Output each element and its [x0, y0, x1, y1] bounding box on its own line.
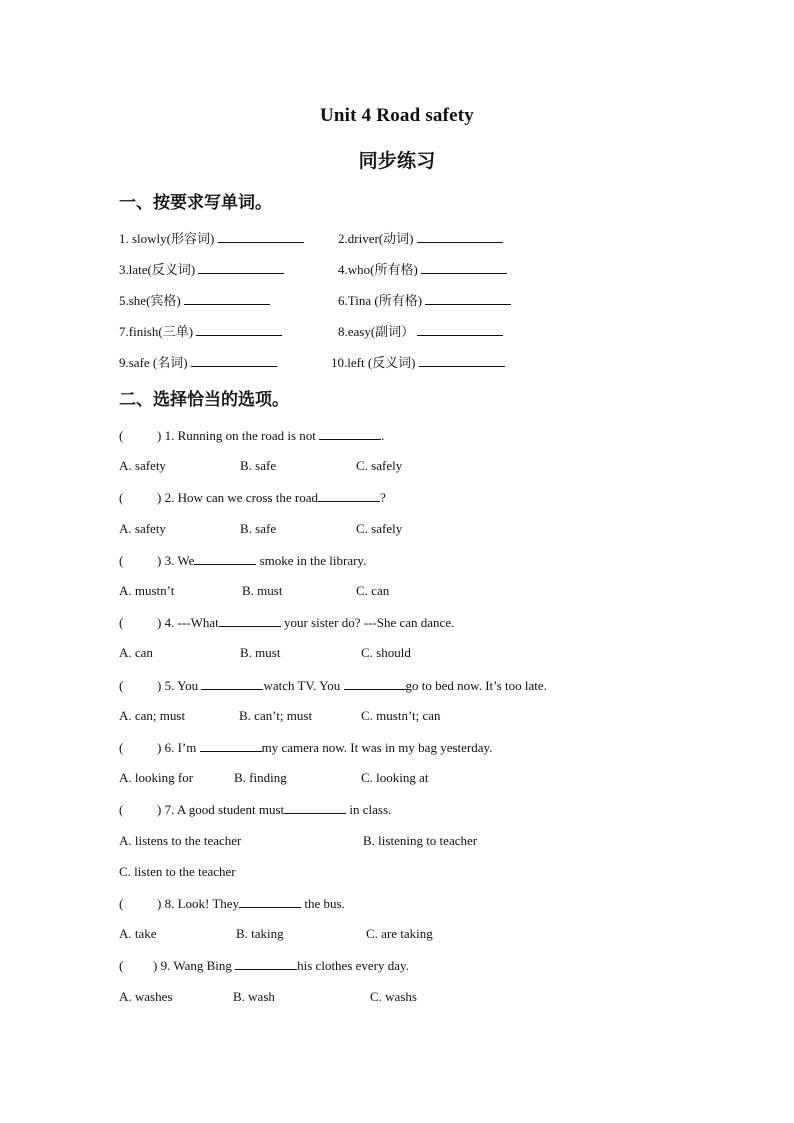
section-2-heading: 二、选择恰当的选项。: [119, 390, 289, 409]
option-4b: B. must: [240, 645, 281, 660]
option-6a: A. looking for: [119, 770, 194, 785]
answer-blank[interactable]: [200, 738, 262, 752]
question-4: ( ) 4. ---What your sister do? ---She can dance.: [119, 615, 455, 630]
answer-blank[interactable]: [425, 291, 511, 305]
answer-blank[interactable]: [344, 676, 406, 690]
option-9c: C. washs: [370, 989, 417, 1004]
option-9b: B. wash: [233, 989, 275, 1004]
option-3c: C. can: [356, 583, 390, 598]
question-3: ( ) 3. We smoke in the library.: [119, 553, 367, 568]
option-4a: A. can: [119, 645, 153, 660]
answer-blank[interactable]: [318, 488, 380, 502]
option-2c: C. safely: [356, 521, 403, 536]
answer-blank[interactable]: [184, 291, 270, 305]
option-7b: B. listening to teacher: [363, 833, 478, 848]
answer-blank[interactable]: [417, 229, 503, 243]
answer-blank[interactable]: [218, 229, 304, 243]
option-6b: B. finding: [234, 770, 287, 785]
word-item-1: 1. slowly(形容词): [119, 229, 304, 248]
worksheet-title: Unit 4 Road safety: [319, 105, 474, 126]
question-6: ( ) 6. I’m my camera now. It was in my bag yesterday.: [119, 740, 493, 755]
answer-blank[interactable]: [194, 551, 256, 565]
question-8: ( ) 8. Look! They the bus.: [119, 896, 345, 911]
word-item-4: 4.who(所有格): [338, 260, 507, 279]
option-1b: B. safe: [240, 458, 277, 473]
answer-blank[interactable]: [319, 426, 381, 440]
option-3a: A. mustn’t: [119, 583, 175, 598]
option-9a: A. washes: [119, 989, 173, 1004]
answer-blank[interactable]: [196, 322, 282, 336]
answer-blank[interactable]: [284, 800, 346, 814]
word-item-5: 5.she(宾格): [119, 291, 270, 310]
option-4c: C. should: [361, 645, 411, 660]
option-6c: C. looking at: [361, 770, 429, 785]
option-3b: B. must: [242, 583, 283, 598]
answer-blank[interactable]: [235, 956, 297, 970]
option-8b: B. taking: [236, 926, 284, 941]
option-8a: A. take: [119, 926, 157, 941]
word-item-3: 3.late(反义词): [119, 260, 284, 279]
word-item-6: 6.Tina (所有格): [338, 291, 511, 310]
question-7: ( ) 7. A good student must in class.: [119, 802, 392, 817]
word-item-7: 7.finish(三单): [119, 322, 282, 341]
question-5: ( ) 5. You watch TV. You go to bed now. It’s too late.: [119, 678, 547, 693]
option-2a: A. safety: [119, 521, 166, 536]
option-7a: A. listens to the teacher: [119, 833, 242, 848]
question-9: ( ) 9. Wang Bing his clothes every day.: [119, 958, 409, 973]
answer-blank[interactable]: [219, 613, 281, 627]
option-7c: C. listen to the teacher: [119, 864, 236, 879]
answer-blank[interactable]: [198, 260, 284, 274]
option-1c: C. safely: [356, 458, 403, 473]
word-item-9: 9.safe (名词): [119, 353, 277, 372]
question-2: ( ) 2. How can we cross the road ?: [119, 490, 386, 505]
option-5c: C. mustn’t; can: [361, 708, 441, 723]
answer-blank[interactable]: [191, 353, 277, 367]
answer-blank[interactable]: [417, 322, 503, 336]
worksheet-subtitle: 同步练习: [358, 151, 436, 172]
answer-blank[interactable]: [239, 894, 301, 908]
option-1a: A. safety: [119, 458, 166, 473]
option-5a: A. can; must: [119, 708, 186, 723]
answer-blank[interactable]: [201, 676, 263, 690]
option-8c: C. are taking: [366, 926, 433, 941]
word-item-2: 2.driver(动词): [338, 229, 503, 248]
word-item-10: 10.left (反义词): [331, 353, 505, 372]
answer-blank[interactable]: [419, 353, 505, 367]
question-1: ( ) 1. Running on the road is not .: [119, 428, 385, 443]
word-item-8: 8.easy(副词）: [338, 322, 503, 341]
answer-blank[interactable]: [421, 260, 507, 274]
section-1-heading: 一、按要求写单词。: [119, 193, 272, 212]
option-5b: B. can’t; must: [239, 708, 313, 723]
option-2b: B. safe: [240, 521, 277, 536]
